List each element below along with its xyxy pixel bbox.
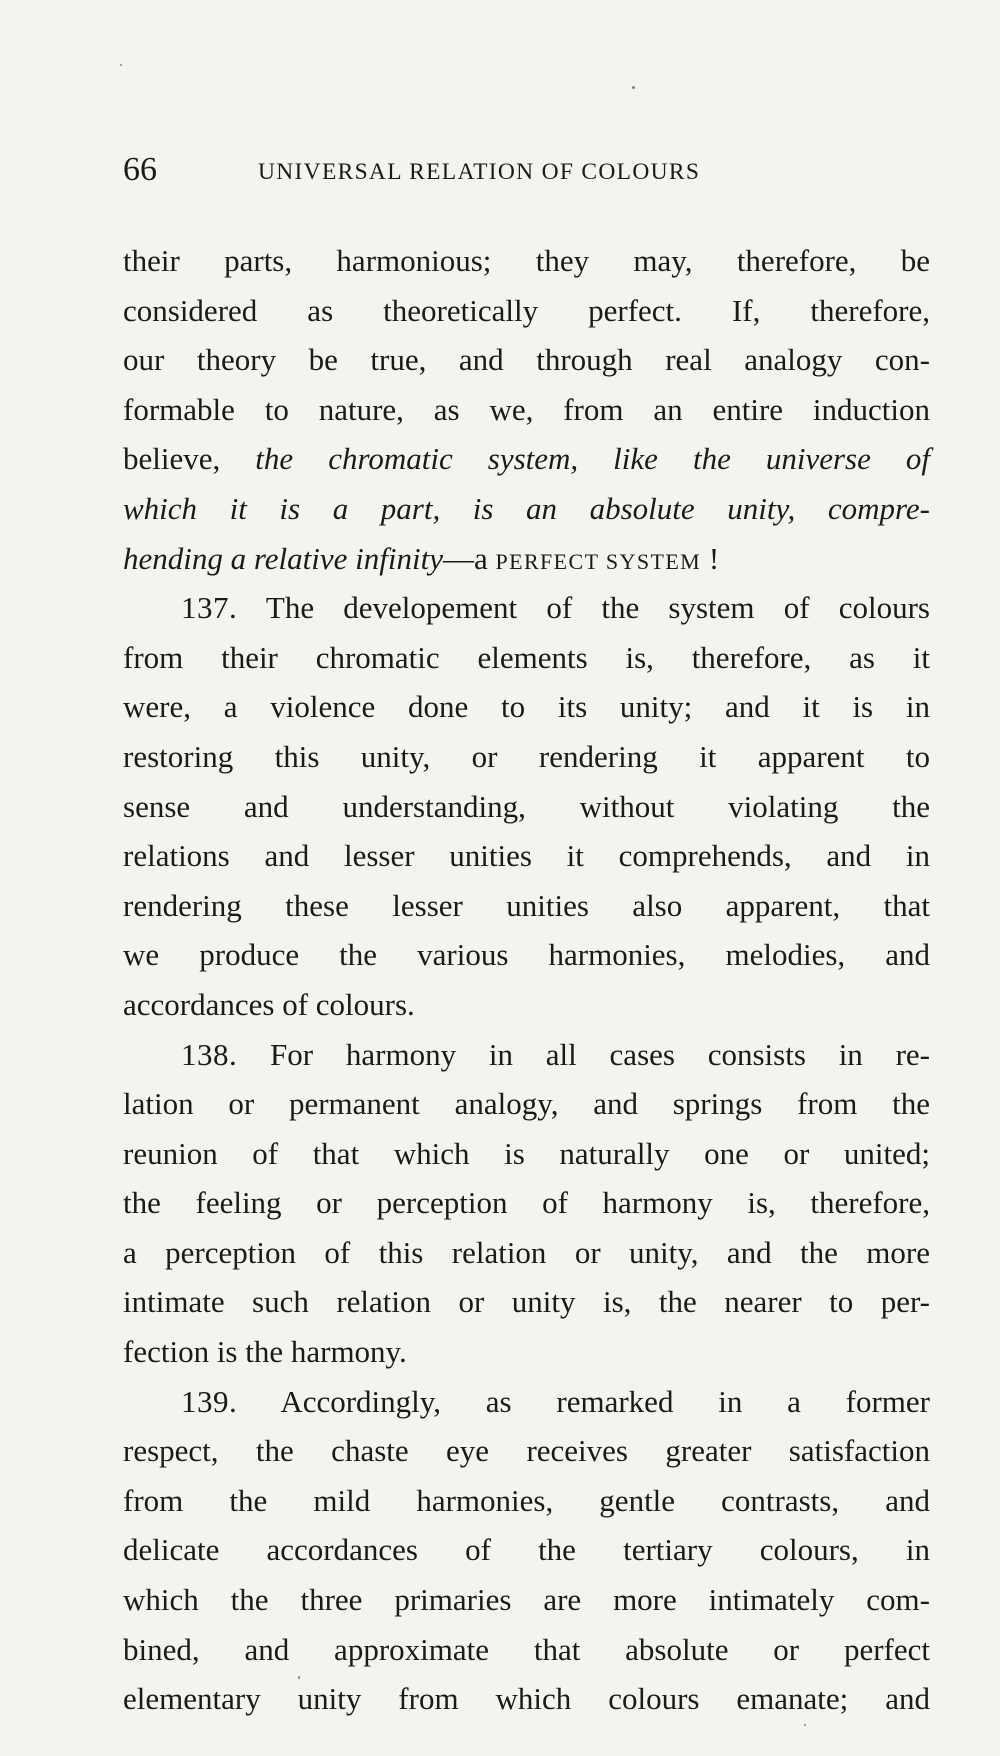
paragraph-137-start	[123, 583, 930, 633]
text-line: were, a violence done to its unity; and it is in	[123, 689, 930, 725]
text-line: bined, and approximate that absolute or perfect	[123, 1631, 930, 1667]
text-line: rendering these lesser unities also apparent, that	[123, 887, 930, 923]
page-number: 66	[123, 151, 157, 188]
text-fragment: believe,	[123, 441, 221, 477]
text-line: we produce the various harmonies, melodies, and	[123, 937, 930, 973]
paragraph-138-start	[123, 1030, 930, 1080]
paragraph-number: 138.	[181, 1036, 238, 1072]
paragraph-number: 137.	[181, 590, 238, 626]
text-line: the feeling or perception of harmony is, therefore,	[123, 1185, 930, 1221]
text-line: intimate such relation or unity is, the nearer to per-	[123, 1284, 930, 1320]
text-line: a perception of this relation or unity, and the more	[123, 1234, 930, 1270]
paper-speck	[120, 64, 122, 66]
text-line: from their chromatic elements is, therefore, as it	[123, 639, 930, 675]
text-line	[123, 534, 930, 584]
paper-speck	[298, 1676, 300, 1679]
text-line: lation or permanent analogy, and springs from the	[123, 1086, 930, 1122]
text-line: restoring this unity, or rendering it apparent to	[123, 738, 930, 774]
italic-text: the chromatic system, like the universe of	[255, 441, 931, 477]
text-line: considered as theoretically perfect. If, therefore,	[123, 292, 930, 328]
paragraph-number: 139.	[181, 1383, 238, 1419]
text-fragment: —a	[442, 540, 488, 576]
text-fragment: The developement of the system of colours	[265, 590, 930, 626]
italic-text: hending a relative infinity	[123, 540, 443, 576]
paragraph-139-start	[123, 1377, 930, 1427]
body-text	[123, 236, 930, 1724]
text-line: elementary unity from which colours emanate; and	[123, 1681, 930, 1717]
text-line: formable to nature, as we, from an entire induction	[123, 391, 930, 427]
text-line: sense and understanding, without violating the	[123, 788, 930, 824]
text-line: which the three primaries are more intimately com-	[123, 1582, 930, 1618]
italic-text: which it is a part, is an absolute unity, compre-	[123, 490, 930, 526]
running-head: UNIVERSAL RELATION OF COLOURS	[258, 159, 701, 185]
text-line: our theory be true, and through real analogy con-	[123, 342, 930, 378]
text-line: respect, the chaste eye receives greater satisfaction	[123, 1433, 930, 1469]
text-line: from the mild harmonies, gentle contrasts, and	[123, 1482, 930, 1518]
text-line	[123, 484, 930, 534]
page-header	[123, 150, 930, 190]
paper-speck	[804, 1724, 806, 1726]
paper-speck	[632, 86, 635, 89]
text-line: reunion of that which is naturally one or united;	[123, 1135, 930, 1171]
text-line: accordances of colours.	[123, 986, 415, 1022]
text-line: fection is the harmony.	[123, 1334, 407, 1370]
small-caps-text: PERFECT SYSTEM	[495, 548, 702, 574]
text-line: relations and lesser unities it comprehends, and in	[123, 838, 930, 874]
text-fragment: For harmony in all cases consists in re-	[270, 1036, 931, 1072]
text-line	[123, 434, 930, 484]
text-fragment: Accordingly, as remarked in a former	[280, 1383, 930, 1419]
text-fragment: !	[708, 540, 720, 576]
text-line: delicate accordances of the tertiary colours, in	[123, 1532, 930, 1568]
text-line: their parts, harmonious; they may, therefore, be	[123, 243, 930, 278]
